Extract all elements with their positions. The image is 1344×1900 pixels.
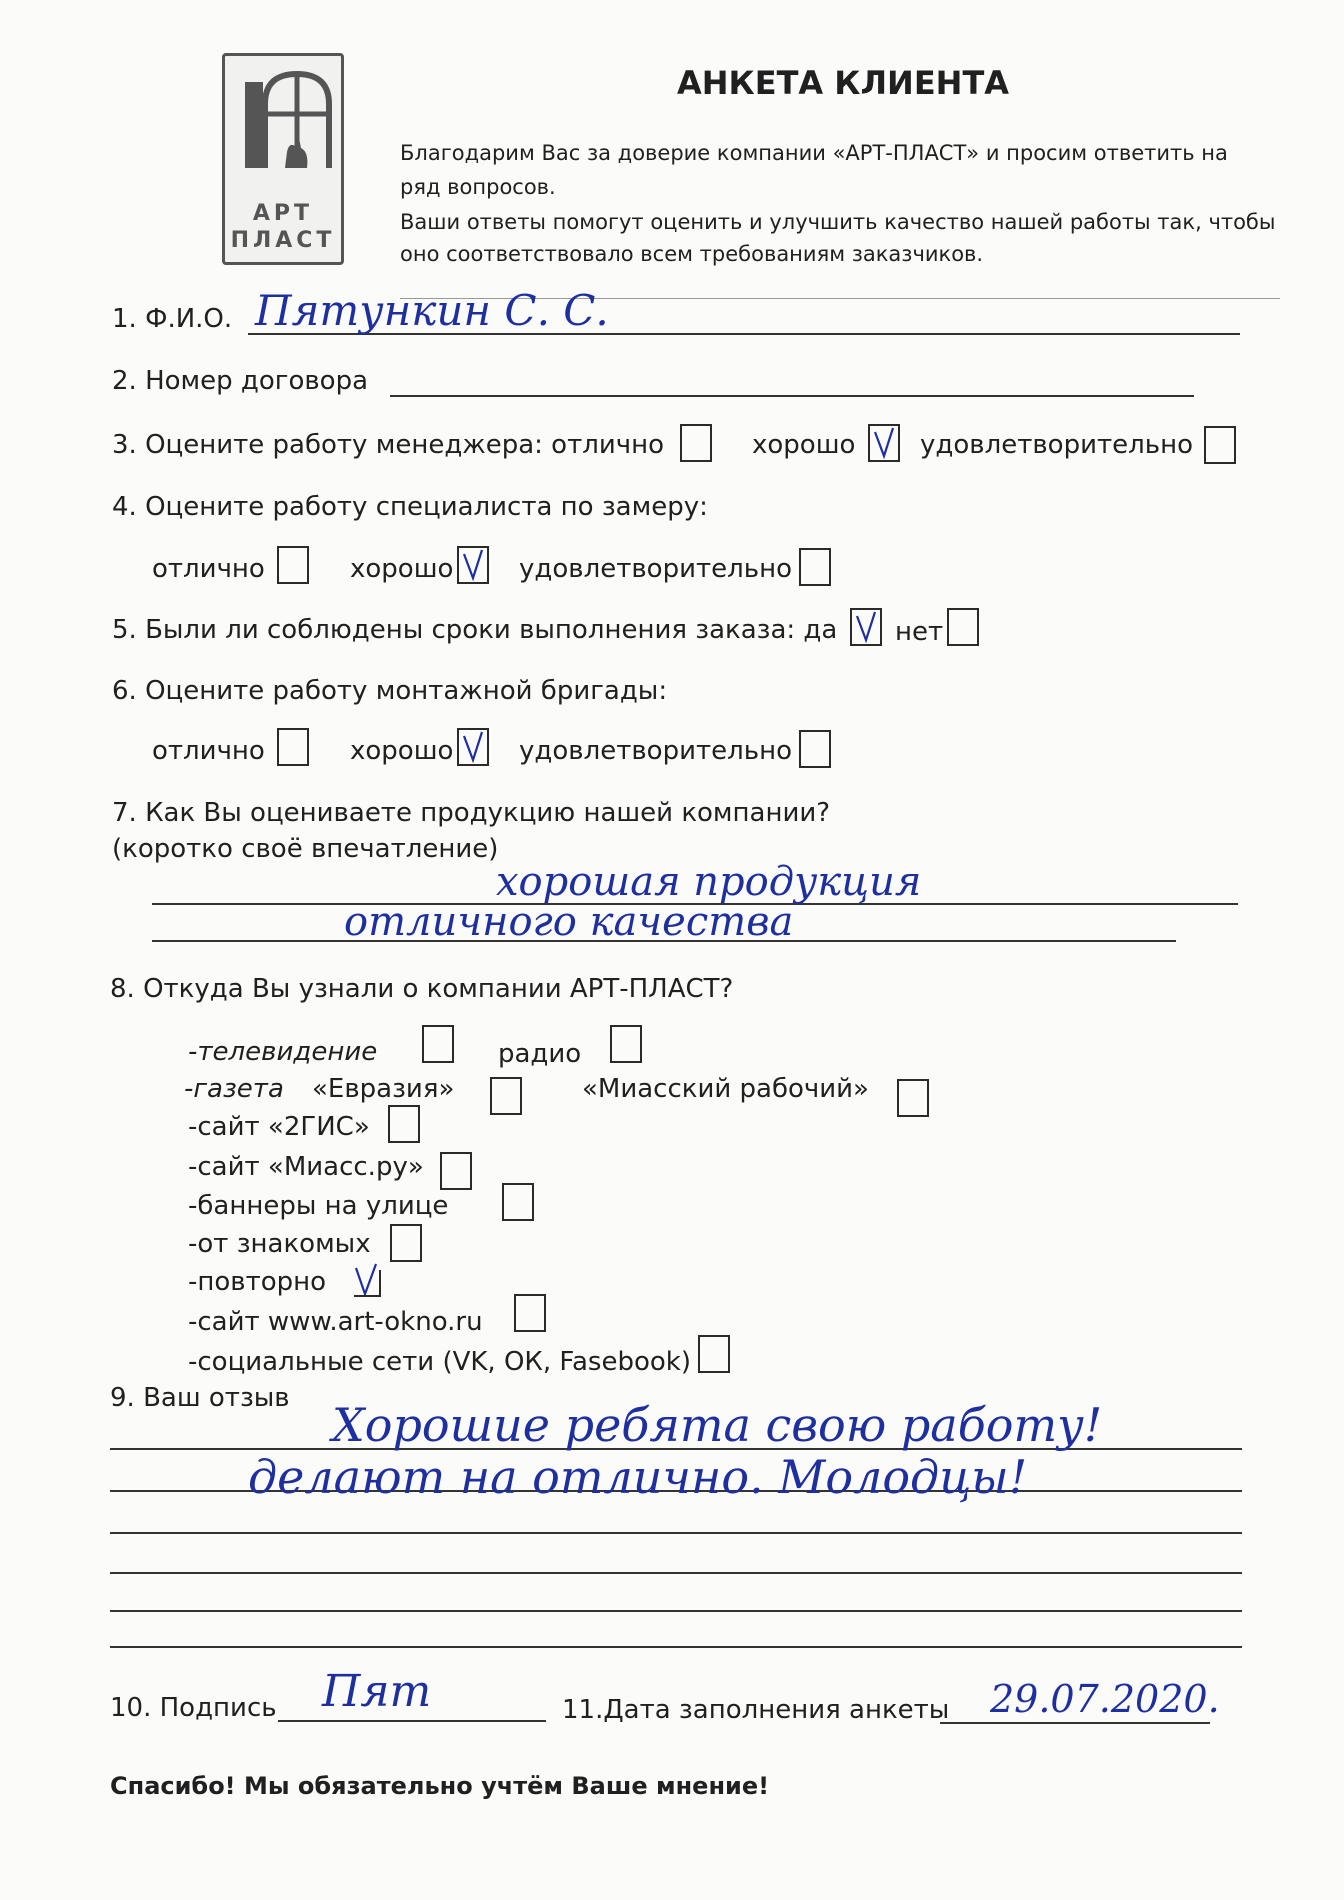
check-mark-icon [461,730,485,764]
intro-line-2: ряд вопросов. [400,175,556,199]
logo-text-line1: АРТ [252,201,314,226]
q1-answer[interactable]: Пятункин С. С. [255,286,609,335]
q6-checkbox-good[interactable] [457,728,489,766]
q6-checkbox-satisfactory[interactable] [799,730,831,768]
q9-line-5 [110,1610,1242,1612]
q6-label: 6. Оцените работу монтажной бригады: [112,676,668,706]
q8-option-repeat: -повторно [188,1267,327,1297]
check-mark-icon [461,548,485,582]
logo-window-arch-icon [225,64,341,184]
q8-checkbox-site-miass[interactable] [440,1152,472,1190]
q3-option-good: хорошо [752,430,856,460]
q9-line-3 [110,1532,1242,1534]
footer-thanks: Спасибо! Мы обязательно учтём Ваше мнение! [110,1772,770,1800]
q8-checkbox-site-art[interactable] [514,1294,546,1332]
q6-checkbox-excellent[interactable] [277,728,309,766]
q8-checkbox-repeat[interactable] [352,1262,384,1300]
q1-label: 1. Ф.И.О. [112,304,233,334]
q8-option-newspaper: -газета [184,1074,284,1104]
page-title: АНКЕТА КЛИЕНТА [677,64,1010,102]
q8-option-banners: -баннеры на улице [188,1191,449,1221]
q6-option-excellent: отлично [152,736,265,766]
q4-checkbox-satisfactory[interactable] [799,548,831,586]
q5-checkbox-no[interactable] [947,608,979,646]
q3-checkbox-excellent[interactable] [680,424,712,462]
q5-option-no: нет [895,617,944,647]
q2-label: 2. Номер договора [112,366,369,396]
q7-label: 7. Как Вы оцениваете продукцию нашей компании? [112,798,831,828]
check-mark-icon [854,610,878,644]
q7-answer-2[interactable]: отличного качества [344,899,794,945]
q8-checkbox-site-2gis[interactable] [388,1105,420,1143]
q6-option-satisfactory: удовлетворительно [519,736,792,766]
q3-option-satisfactory: удовлетворительно [920,430,1193,460]
q8-option-social: -социальные сети (VK, ОК, Fasebook) [188,1347,691,1377]
q8-checkbox-eurasia[interactable] [490,1077,522,1115]
q10-signature[interactable]: Пят [322,1666,432,1717]
q11-date-line [940,1722,1210,1724]
q6-option-good: хорошо [350,736,454,766]
intro-line-1: Благодарим Вас за доверие компании «АРТ-ПЛАСТ» и просим ответить на [400,141,1228,165]
q4-label: 4. Оцените работу специалиста по замеру: [112,492,708,522]
q10-label: 10. Подпись [110,1693,277,1723]
q8-option-friends: -от знакомых [188,1229,371,1259]
q2-answer-line [390,395,1194,397]
q8-option-miass-worker: «Миасский рабочий» [582,1074,869,1104]
q8-option-radio: радио [498,1039,582,1069]
q3-checkbox-good[interactable] [868,424,900,462]
q11-date[interactable]: 29.07.2020. [990,1677,1220,1721]
q9-answer-1[interactable]: Хорошие ребята свою работу! [332,1398,1103,1452]
q3-label: 3. Оцените работу менеджера: отлично [112,430,665,460]
logo-text-line2: ПЛАСТ [230,228,336,253]
q8-option-site-miass: -сайт «Миасс.ру» [188,1152,424,1182]
q8-checkbox-banners[interactable] [502,1183,534,1221]
q9-line-6 [110,1646,1242,1648]
q8-option-tv: -телевидение [188,1037,378,1067]
q8-checkbox-social[interactable] [698,1335,730,1373]
q9-answer-2[interactable]: делают на отлично. Молодцы! [248,1450,1028,1504]
check-mark-icon [872,426,896,460]
q4-option-good: хорошо [350,554,454,584]
q11-label: 11.Дата заполнения анкеты [562,1695,950,1725]
q5-label: 5. Были ли соблюдены сроки выполнения заказа: да [112,615,838,645]
q4-option-excellent: отлично [152,554,265,584]
q5-checkbox-yes[interactable] [850,608,882,646]
company-logo [222,53,344,265]
q9-label: 9. Ваш отзыв [110,1383,290,1413]
q8-checkbox-friends[interactable] [390,1224,422,1262]
q8-option-site-2gis: -сайт «2ГИС» [188,1112,370,1142]
q4-option-satisfactory: удовлетворительно [519,554,792,584]
q4-checkbox-good[interactable] [457,546,489,584]
q8-checkbox-miass-worker[interactable] [897,1079,929,1117]
q8-label: 8. Откуда Вы узнали о компании АРТ-ПЛАСТ? [110,974,734,1004]
q3-checkbox-satisfactory[interactable] [1204,426,1236,464]
q8-checkbox-tv[interactable] [422,1025,454,1063]
intro-line-3: Ваши ответы помогут оценить и улучшить качество нашей работы так, чтобы [400,210,1276,234]
q4-checkbox-excellent[interactable] [277,546,309,584]
intro-line-4: оно соответствовало всем требованиям заказчиков. [400,242,984,266]
q8-option-site-art: -сайт www.art-okno.ru [188,1307,483,1337]
q10-signature-line [278,1720,546,1722]
q7-answer-1[interactable]: хорошая продукция [496,859,922,905]
check-mark-icon [352,1262,384,1300]
q8-option-eurasia: «Евразия» [312,1074,455,1104]
q9-line-4 [110,1572,1242,1574]
q8-checkbox-radio[interactable] [610,1025,642,1063]
q7-sublabel: (коротко своё впечатление) [112,834,499,864]
